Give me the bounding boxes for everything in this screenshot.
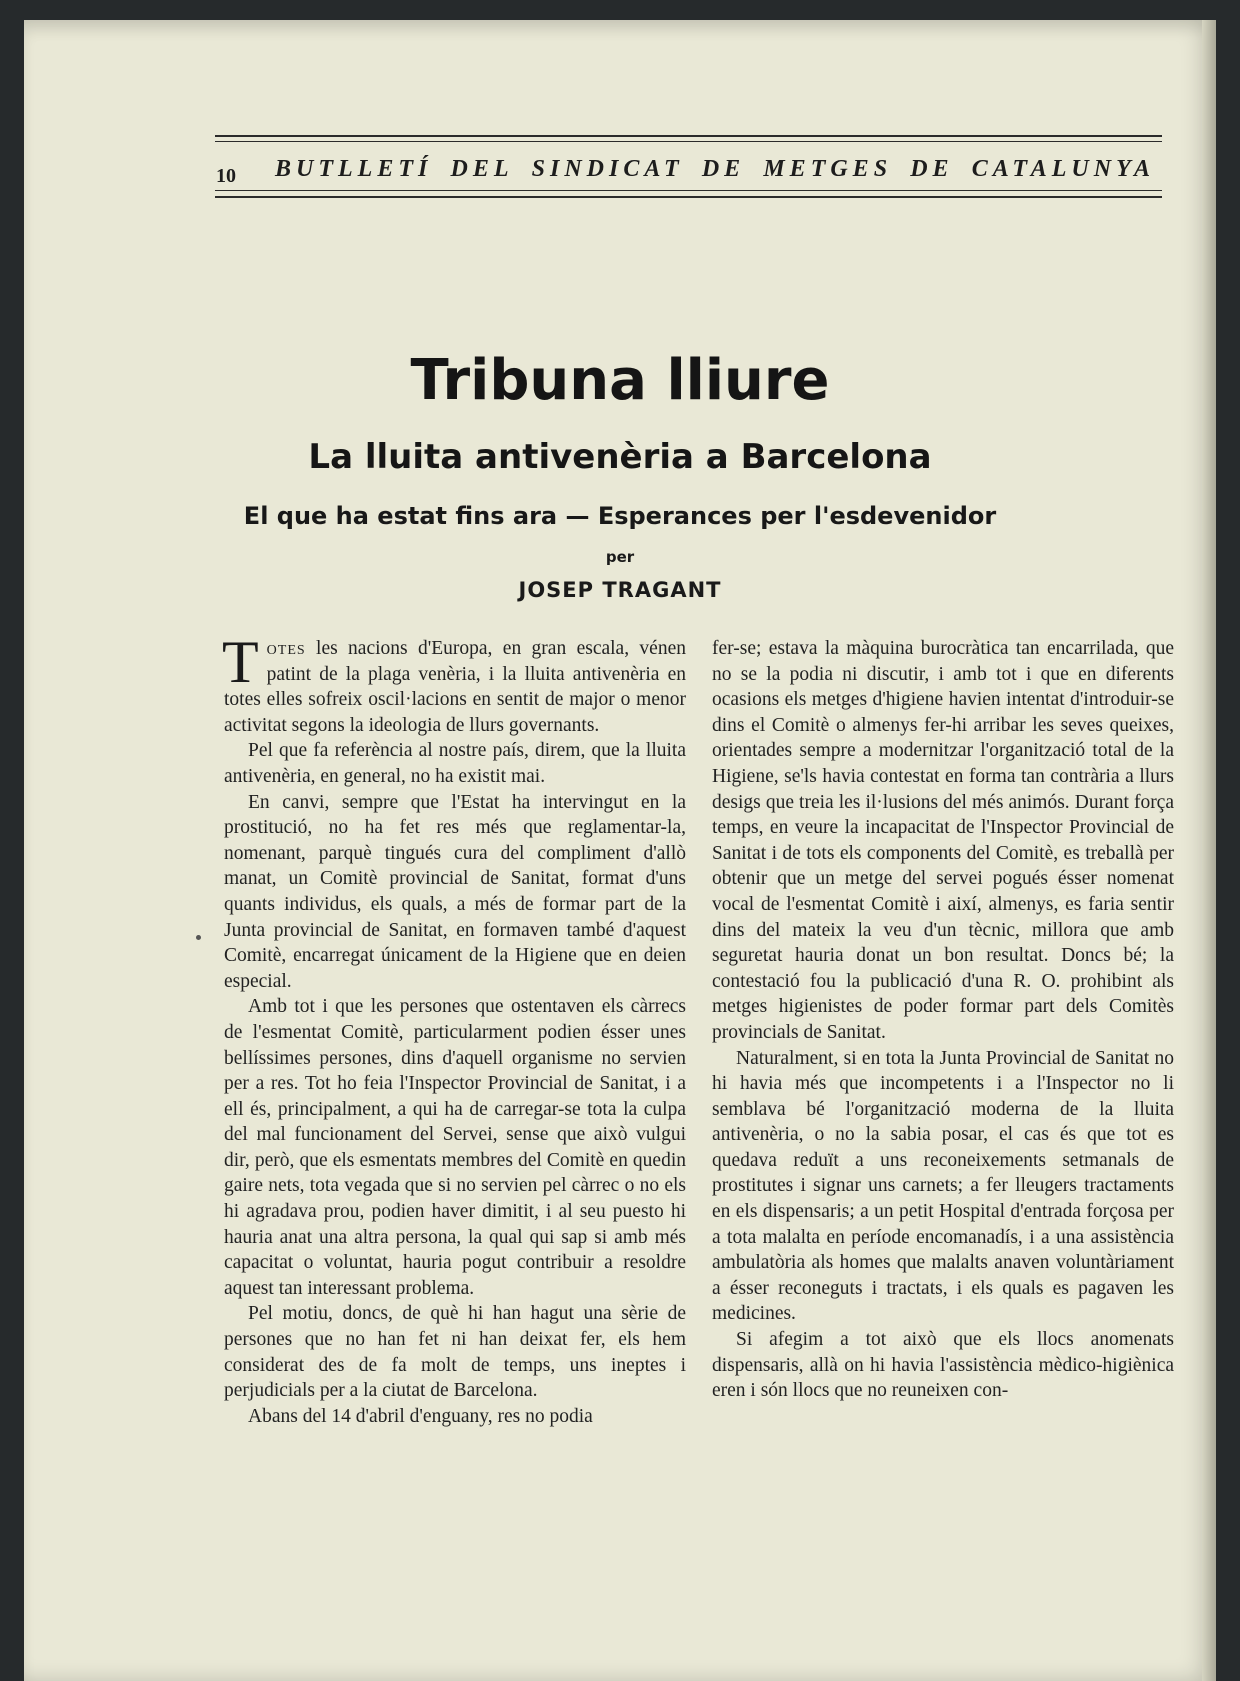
- drop-cap: T: [222, 629, 259, 695]
- journal-title-word: DE: [910, 156, 954, 182]
- header-rule: [215, 190, 1162, 191]
- header-rule: [215, 141, 1162, 142]
- left-column: [222, 629, 686, 1429]
- running-header: [190, 108, 1162, 208]
- paragraph: Amb tot i que les persones que ostentaven els càrrecs de l'esmentat Comitè, particularment podien ésser unes bellíssimes persones, dins d'aquell organisme no servien per a res. Tot ho feia l'Inspector Provincial de Sanitat, i a ell és, principalment, a qui ha de carregar-se tota la culpa del mal funcionament del Servei, sense que això vulgui dir, però, que els esmentats membres del Comitè en quedin gaire nets, tota vegada que si no servien pel càrrec o no els hi agradava prou, podien haver dimitit, i al seu puesto hi hauria anat una altra persona, la qual qui sap si amb més capacitat o voluntat, hauria pogut contribuir a resoldre aquest tan interessant problema.: [224, 996, 686, 1299]
- paragraph: Pel motiu, doncs, de què hi han hagut una sèrie de persones que no han fet ni han deixat fer, els hem considerat des de fa molt de temps, uns ineptes i perjudicials per a la ciutat de Barcelona.: [224, 1303, 686, 1402]
- lead-in: otes: [266, 638, 306, 659]
- margin-mark: [196, 935, 201, 940]
- author-name: JOSEP TRAGANT: [518, 578, 722, 602]
- right-column: [712, 636, 1174, 1404]
- paragraph: Naturalment, si en tota la Junta Provincial de Sanitat no hi havia més que incompetents i a l'Inspector no li semblava bé l'organització moderna de la lluita antivenèria, o no la sabia posar, el cas és que tot es quedava reduït a uns reconeixements setmanals de prostitutes i signar uns carnets; a fer lleugers tractaments en els dispensaris; a un petit Hospital d'entrada forçosa per a tota malalta en període encomanadís, i a una assistència ambulatòria als homes que malalts anaven voluntàriament a ésser reconeguts i tractats, i els quals es pagaven les medicines.: [712, 1047, 1174, 1325]
- journal-title-word: BUTLLETÍ: [275, 156, 433, 182]
- paragraph: En canvi, sempre que l'Estat ha intervingut en la prostitució, no ha fet res més que reglamentar-la, nomenant, parquè tingués cura del compliment d'allò manat, un Comitè provincial de Sanitat, format d'uns quants individus, els quals, a més de formar part de la Junta provincial de Sanitat, en formaven també d'aquest Comitè, encarregat únicament de la Higiene que en deien especial.: [224, 791, 686, 992]
- journal-title-word: DEL: [450, 156, 514, 182]
- paragraph: Pel que fa referència al nostre país, direm, que la lluita antivenèria, en general, no ha existit mai.: [224, 740, 686, 787]
- journal-title-word: DE: [701, 156, 746, 182]
- paragraph: Si afegim a tot això que els llocs anomenats dispensaris, allà on hi havia l'assistència mèdico-higiènica eren i són llocs que no reuneixen con-: [712, 1329, 1174, 1402]
- journal-title-word: SINDICAT: [531, 156, 684, 182]
- paragraph: Abans del 14 d'abril d'enguany, res no podia: [248, 1405, 593, 1427]
- paragraph: fer-se; estava la màquina burocràtica tan encarrilada, que no se la podia ni discutir, i amb tot i que en diferents ocasions els metges d'higiene havien intentat d'introduir-se dins el Comitè o almenys fer-hi arribar les seves queixes, orientades sempre a modernitzar l'organització total de la Higiene, se'ls havia contestat en forma tan contrària a llurs desigs que treia les il·lusions del més animós. Durant força temps, en veure la incapacitat de l'Inspector Provincial de Sanitat i de tots els components del Comitè, es treballà per obtenir que un metge del servei pogués ésser nomenat vocal de l'esmentat Comitè i així, almenys, es faria sentir dins del mateix la veu d'un tècnic, millora que amb seguretat hauria donat un bon resultat. Doncs bé; la contestació fou la publicació d'una R. O. prohibint als metges higienistes de poder formar part dels Comitès provincials de Sanitat.: [712, 638, 1174, 1043]
- paragraph-text: les nacions d'Europa, en gran escala, vénen patint de la plaga venèria, i la lluita antivenèria en totes elles sofreix oscil·lacions en sentit de major o menor activitat segons la ideologia de llurs governants.: [224, 638, 686, 736]
- article-title: La lluita antivenèria a Barcelona: [308, 437, 932, 477]
- journal-title-word: METGES: [763, 156, 893, 182]
- journal-title: [275, 156, 1155, 183]
- section-title: Tribuna lliure: [410, 348, 830, 413]
- byline-prefix: per: [605, 548, 635, 566]
- journal-title-word: CATALUNYA: [971, 156, 1155, 182]
- page-number: 10: [216, 165, 236, 187]
- paragraph: [222, 629, 686, 738]
- page-edge: [1202, 20, 1216, 1681]
- article-subtitle: El que ha estat fins ara — Esperances per l'esdevenidor: [243, 502, 997, 530]
- header-rule: [215, 196, 1162, 198]
- header-rule: [215, 135, 1162, 137]
